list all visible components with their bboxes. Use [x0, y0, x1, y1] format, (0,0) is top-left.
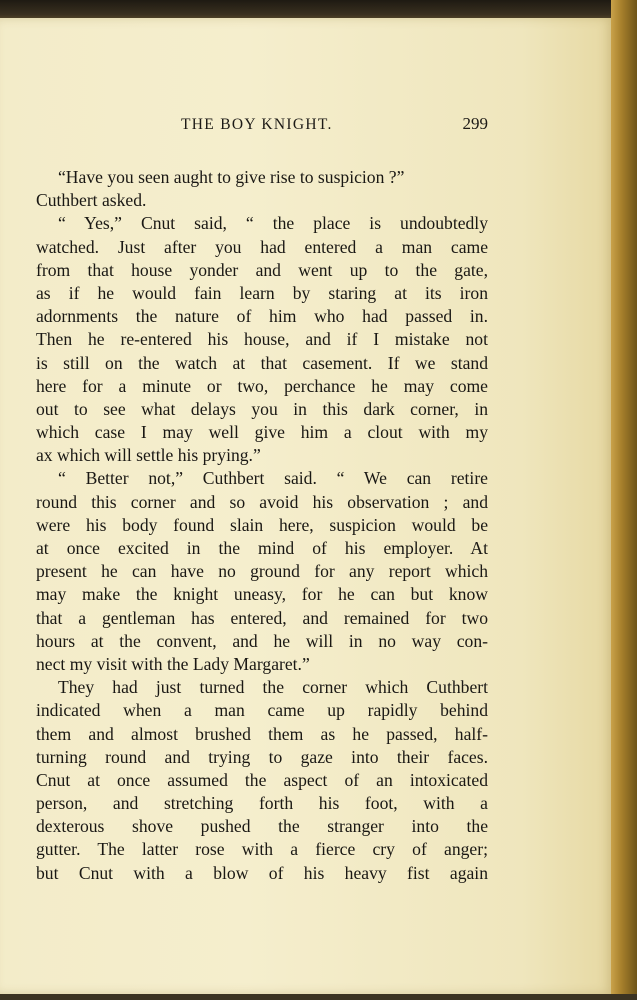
- text-line: indicated when a man came up rapidly behind: [36, 700, 488, 721]
- text-line: but Cnut with a blow of his heavy fist again: [36, 862, 488, 883]
- running-title: THE BOY KNIGHT.: [181, 116, 333, 133]
- text-line: Then he re-entered his house, and if I mistake not: [36, 329, 488, 350]
- text-line: that a gentleman has entered, and remained for two: [36, 607, 488, 628]
- text-line: present he can have no ground for any report which: [36, 561, 488, 582]
- text-line: “ Yes,” Cnut said, “ the place is undoubtedly: [58, 213, 488, 234]
- body-text: [36, 166, 488, 885]
- text-line: round this corner and so avoid his observation ; and: [36, 491, 488, 512]
- text-line: turning round and trying to gaze into their faces.: [36, 746, 488, 767]
- text-line: were his body found slain here, suspicion would be: [36, 514, 488, 535]
- text-line: which case I may well give him a clout with my: [36, 422, 488, 443]
- text-line: them and almost brushed them as he passed, half-: [36, 723, 488, 744]
- text-line: ax which will settle his prying.”: [36, 445, 261, 466]
- book-fore-edge: [611, 0, 637, 1000]
- text-line: They had just turned the corner which Cuthbert: [58, 677, 488, 698]
- text-line: “Have you seen aught to give rise to suspicion ?”: [58, 167, 405, 187]
- text-line: here for a minute or two, perchance he may come: [36, 375, 488, 396]
- text-line: Cnut at once assumed the aspect of an intoxicated: [36, 769, 488, 790]
- text-line: is still on the watch at that casement. If we stand: [36, 352, 488, 373]
- text-line: adornments the nature of him who had passed in.: [36, 306, 488, 327]
- text-line: from that house yonder and went up to the gate,: [36, 259, 488, 280]
- text-line: person, and stretching forth his foot, with a: [36, 793, 488, 814]
- text-line: hours at the convent, and he will in no way con-: [36, 630, 488, 651]
- book-bottom-edge: [0, 994, 637, 1000]
- text-line: “ Better not,” Cuthbert said. “ We can retire: [58, 468, 488, 489]
- running-head: [36, 116, 488, 138]
- text-line: Cuthbert asked.: [36, 190, 147, 211]
- text-line: may make the knight uneasy, for he can but know: [36, 584, 488, 605]
- page-number: 299: [462, 114, 488, 133]
- text-line: gutter. The latter rose with a fierce cry of anger;: [36, 839, 488, 860]
- text-line: at once excited in the mind of his employer. At: [36, 538, 488, 558]
- text-line: as if he would fain learn by staring at its iron: [36, 282, 488, 303]
- text-line: nect my visit with the Lady Margaret.”: [36, 653, 310, 674]
- text-line: dexterous shove pushed the stranger into the: [36, 816, 488, 837]
- book-page: [0, 18, 614, 994]
- text-line: watched. Just after you had entered a man came: [36, 236, 488, 257]
- text-line: out to see what delays you in this dark corner, in: [36, 398, 488, 419]
